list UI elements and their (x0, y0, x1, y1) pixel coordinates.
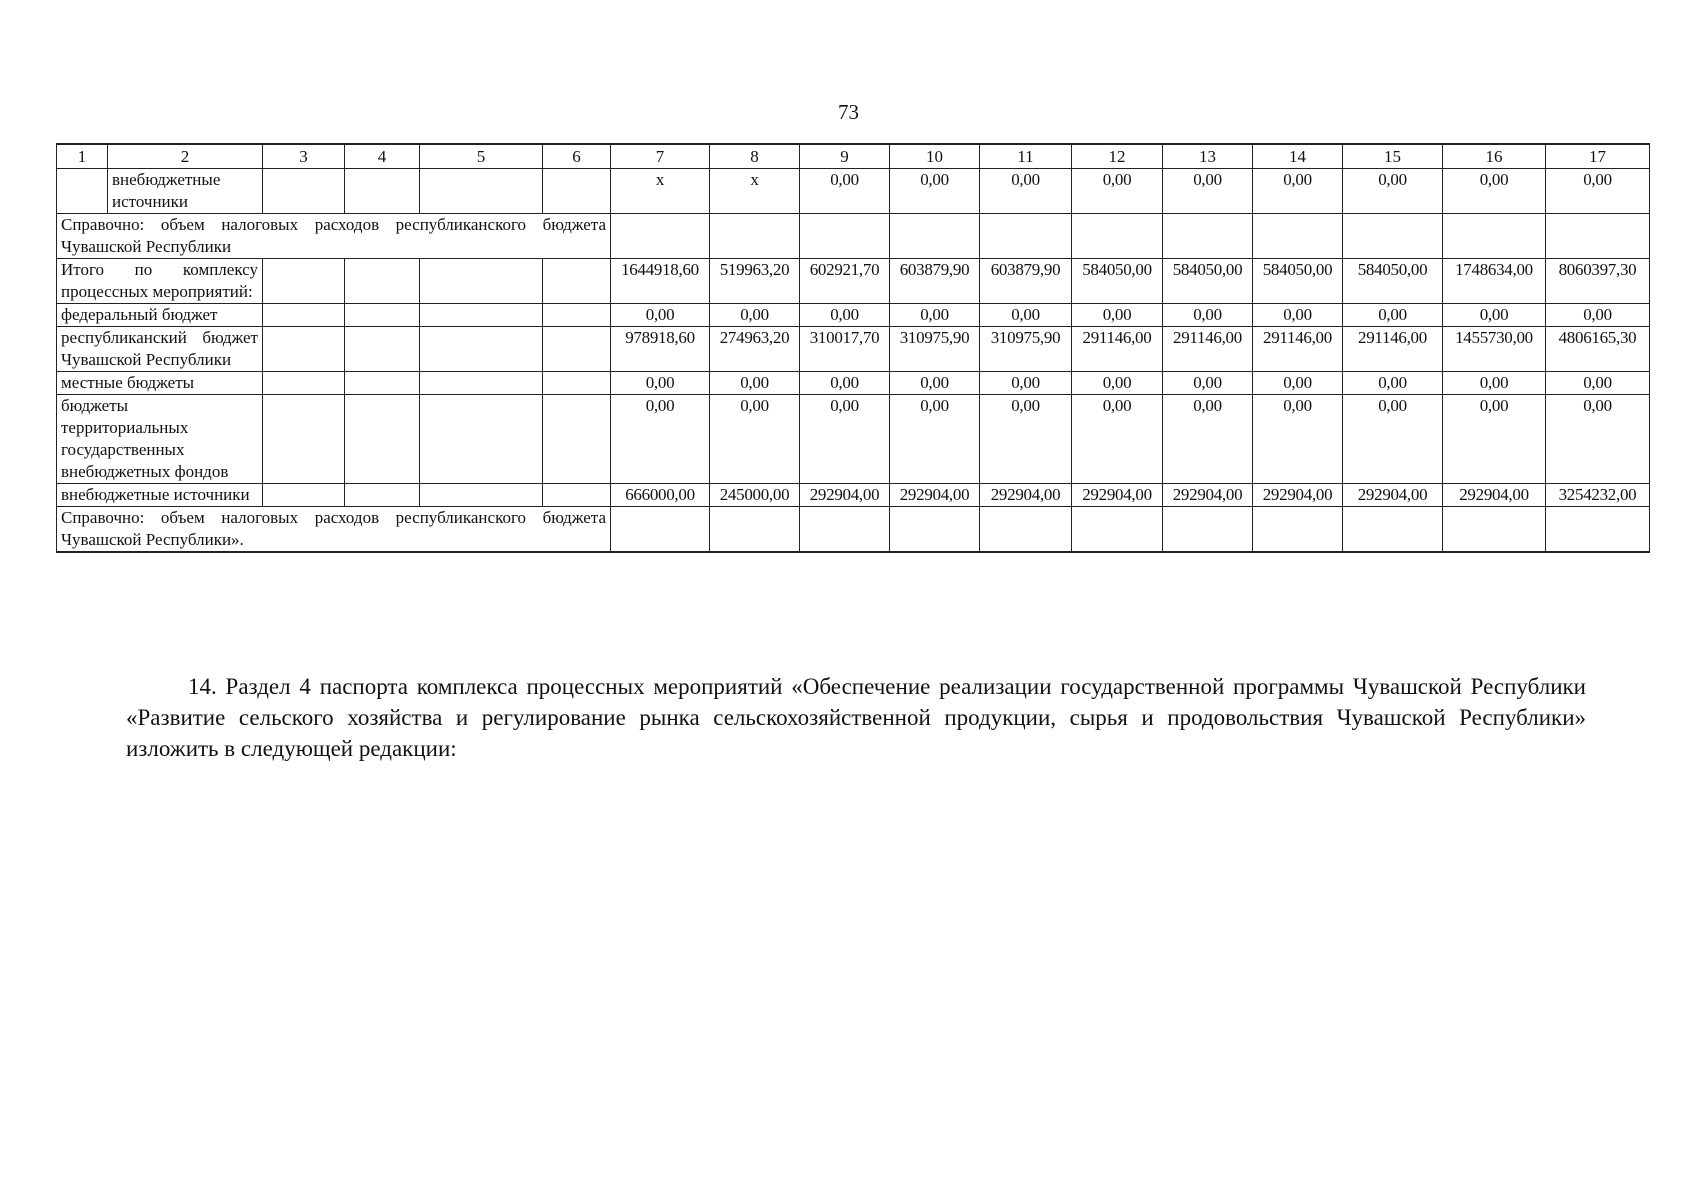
value-cell: 245000,00 (710, 484, 800, 507)
value-cell: 0,00 (800, 304, 890, 327)
table-row (57, 372, 1650, 395)
empty-cell (980, 214, 1072, 259)
value-cell: х (710, 169, 800, 214)
value-cell: 292904,00 (1343, 484, 1443, 507)
value-cell: 0,00 (1163, 372, 1253, 395)
empty-cell (890, 507, 980, 553)
value-cell: 0,00 (800, 395, 890, 484)
value-cell: 0,00 (800, 372, 890, 395)
value-cell: 1455730,00 (1443, 327, 1546, 372)
instruction-paragraph: 14. Раздел 4 паспорта комплекса процессных мероприятий «Обеспечение реализации государственной программы Чувашской Республики «Развитие сельского хозяйства и регулирование рынка сельскохозяйственной продукции, сырья и продовольствия Чувашской Республики» изложить в следующей редакции: (126, 674, 1586, 761)
value-cell: 0,00 (1343, 395, 1443, 484)
reference-row (57, 214, 1650, 259)
value-cell: 310017,70 (800, 327, 890, 372)
value-cell: 584050,00 (1163, 259, 1253, 304)
value-cell: 0,00 (980, 169, 1072, 214)
empty-cell (420, 259, 543, 304)
empty-cell (980, 507, 1072, 553)
value-cell: 292904,00 (1253, 484, 1343, 507)
empty-cell (1072, 507, 1163, 553)
value-cell: 666000,00 (611, 484, 710, 507)
empty-cell (345, 484, 420, 507)
value-cell: 0,00 (1343, 169, 1443, 214)
empty-cell (710, 214, 800, 259)
value-cell: 0,00 (710, 395, 800, 484)
value-cell: 603879,90 (890, 259, 980, 304)
value-cell: 0,00 (1443, 304, 1546, 327)
empty-cell (543, 259, 611, 304)
value-cell: 0,00 (1253, 395, 1343, 484)
row-label: федеральный бюджет (57, 304, 263, 327)
empty-cell (543, 372, 611, 395)
empty-cell (1163, 214, 1253, 259)
empty-cell (543, 169, 611, 214)
value-cell: 4806165,30 (1546, 327, 1650, 372)
empty-cell (543, 304, 611, 327)
value-cell: 0,00 (980, 395, 1072, 484)
row-label: республиканский бюджет Чувашской Республики (57, 327, 263, 372)
value-cell: 292904,00 (1163, 484, 1253, 507)
value-cell: 0,00 (980, 304, 1072, 327)
value-cell: 0,00 (611, 304, 710, 327)
value-cell: 291146,00 (1253, 327, 1343, 372)
empty-cell (345, 327, 420, 372)
empty-cell (263, 327, 345, 372)
value-cell: 603879,90 (980, 259, 1072, 304)
column-number-row (57, 144, 1650, 169)
value-cell: 0,00 (1253, 304, 1343, 327)
row-label: Итого по комплексу процессных мероприятий: (57, 259, 263, 304)
reference-note: Справочно: объем налоговых расходов республиканского бюджета Чувашской Республики (57, 214, 611, 259)
empty-cell (420, 395, 543, 484)
table-row (57, 484, 1650, 507)
value-cell: 0,00 (611, 372, 710, 395)
empty-cell (1443, 507, 1546, 553)
column-number: 8 (710, 144, 800, 169)
empty-cell (345, 259, 420, 304)
value-cell: х (611, 169, 710, 214)
value-cell: 291146,00 (1343, 327, 1443, 372)
value-cell: 0,00 (1546, 169, 1650, 214)
value-cell: 0,00 (611, 395, 710, 484)
column-number: 12 (1072, 144, 1163, 169)
column-number: 2 (108, 144, 263, 169)
value-cell: 0,00 (1163, 304, 1253, 327)
column-number: 10 (890, 144, 980, 169)
value-cell: 0,00 (710, 372, 800, 395)
value-cell: 0,00 (800, 169, 890, 214)
value-cell: 291146,00 (1072, 327, 1163, 372)
value-cell: 292904,00 (890, 484, 980, 507)
empty-cell (1253, 214, 1343, 259)
empty-cell (420, 169, 543, 214)
value-cell: 519963,20 (710, 259, 800, 304)
row-label: бюджеты территориальных государственных внебюджетных фондов (57, 395, 263, 484)
value-cell: 8060397,30 (1546, 259, 1650, 304)
value-cell: 292904,00 (800, 484, 890, 507)
empty-cell (710, 507, 800, 553)
value-cell: 0,00 (980, 372, 1072, 395)
empty-cell (420, 484, 543, 507)
empty-cell (57, 169, 108, 214)
table-row (57, 395, 1650, 484)
empty-cell (345, 395, 420, 484)
value-cell: 0,00 (1072, 395, 1163, 484)
value-cell: 0,00 (890, 372, 980, 395)
value-cell: 602921,70 (800, 259, 890, 304)
value-cell: 3254232,00 (1546, 484, 1650, 507)
table-row (57, 259, 1650, 304)
value-cell: 0,00 (1072, 304, 1163, 327)
column-number: 11 (980, 144, 1072, 169)
empty-cell (543, 395, 611, 484)
empty-cell (1072, 214, 1163, 259)
column-number: 4 (345, 144, 420, 169)
empty-cell (1546, 214, 1650, 259)
column-number: 17 (1546, 144, 1650, 169)
empty-cell (1443, 214, 1546, 259)
empty-cell (263, 304, 345, 327)
empty-cell (611, 507, 710, 553)
empty-cell (345, 169, 420, 214)
value-cell: 0,00 (1546, 304, 1650, 327)
empty-cell (800, 214, 890, 259)
value-cell: 310975,90 (980, 327, 1072, 372)
value-cell: 0,00 (1072, 372, 1163, 395)
column-number: 3 (263, 144, 345, 169)
value-cell: 584050,00 (1253, 259, 1343, 304)
value-cell: 0,00 (1443, 169, 1546, 214)
page-number: 73 (838, 100, 859, 124)
empty-cell (1343, 214, 1443, 259)
column-number: 6 (543, 144, 611, 169)
value-cell: 584050,00 (1343, 259, 1443, 304)
empty-cell (420, 327, 543, 372)
value-cell: 292904,00 (1072, 484, 1163, 507)
row-label: местные бюджеты (57, 372, 263, 395)
value-cell: 0,00 (1546, 372, 1650, 395)
empty-cell (345, 304, 420, 327)
value-cell: 0,00 (890, 304, 980, 327)
value-cell: 0,00 (1253, 372, 1343, 395)
value-cell: 584050,00 (1072, 259, 1163, 304)
value-cell: 0,00 (890, 395, 980, 484)
empty-cell (420, 304, 543, 327)
empty-cell (420, 372, 543, 395)
empty-cell (263, 395, 345, 484)
column-number: 13 (1163, 144, 1253, 169)
empty-cell (345, 372, 420, 395)
empty-cell (1546, 507, 1650, 553)
value-cell: 0,00 (1443, 395, 1546, 484)
value-cell: 0,00 (890, 169, 980, 214)
empty-cell (890, 214, 980, 259)
empty-cell (800, 507, 890, 553)
empty-cell (611, 214, 710, 259)
reference-note: Справочно: объем налоговых расходов республиканского бюджета Чувашской Республики». (57, 507, 611, 553)
empty-cell (543, 484, 611, 507)
value-cell: 291146,00 (1163, 327, 1253, 372)
table-body (57, 144, 1650, 552)
value-cell: 310975,90 (890, 327, 980, 372)
column-number: 7 (611, 144, 710, 169)
value-cell: 1644918,60 (611, 259, 710, 304)
empty-cell (543, 327, 611, 372)
reference-row (57, 507, 1650, 553)
value-cell: 978918,60 (611, 327, 710, 372)
value-cell: 0,00 (1343, 372, 1443, 395)
column-number: 9 (800, 144, 890, 169)
empty-cell (263, 169, 345, 214)
empty-cell (263, 259, 345, 304)
value-cell: 0,00 (1343, 304, 1443, 327)
value-cell: 0,00 (1443, 372, 1546, 395)
row-label: внебюджетные источники (57, 484, 263, 507)
value-cell: 0,00 (1163, 395, 1253, 484)
value-cell: 274963,20 (710, 327, 800, 372)
row-label: внебюджетные источники (108, 169, 263, 214)
column-number: 15 (1343, 144, 1443, 169)
value-cell: 1748634,00 (1443, 259, 1546, 304)
empty-cell (263, 484, 345, 507)
column-number: 5 (420, 144, 543, 169)
empty-cell (263, 372, 345, 395)
empty-cell (1253, 507, 1343, 553)
value-cell: 0,00 (1072, 169, 1163, 214)
table-row (57, 304, 1650, 327)
column-number: 14 (1253, 144, 1343, 169)
value-cell: 0,00 (1253, 169, 1343, 214)
value-cell: 292904,00 (1443, 484, 1546, 507)
table-row (57, 169, 1650, 214)
value-cell: 0,00 (1546, 395, 1650, 484)
column-number: 1 (57, 144, 108, 169)
table-row (57, 327, 1650, 372)
value-cell: 0,00 (710, 304, 800, 327)
empty-cell (1343, 507, 1443, 553)
value-cell: 292904,00 (980, 484, 1072, 507)
column-number: 16 (1443, 144, 1546, 169)
empty-cell (1163, 507, 1253, 553)
value-cell: 0,00 (1163, 169, 1253, 214)
budget-table (56, 143, 1650, 553)
